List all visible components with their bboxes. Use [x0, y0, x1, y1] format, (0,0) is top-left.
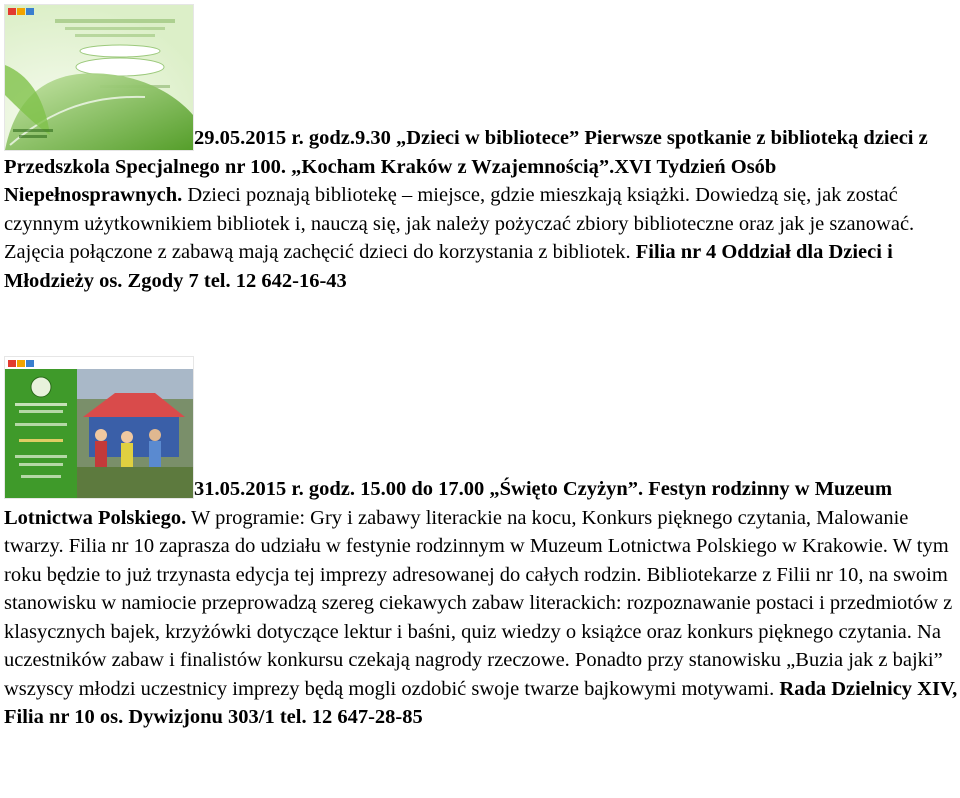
event-1-description: Dzieci poznają bibliotekę – miejsce, gdzie mieszkają książki. Dowiedzą się, jak zostać czynnym użytkownikiem bibliotek i, nauczą się, jak należy pożyczać zbiory biblioteczne oraz jak je szanować. Zajęcia połączone z zabawą mają zachęcić dzieci do korzystania z bibliotek.: [4, 184, 915, 263]
event-2-description: W programie: Gry i zabawy literackie na kocu, Konkurs pięknego czytania, Malowanie twarzy. Filia nr 10 zaprasza do udziału w festynie rodzinnym w Muzeum Lotnictwa Polskiego w Krakowie. W tym roku będzie to już trzynasta edycja tej imprezy adresowanej do całych rodzin. Bibliotekarze z Filii nr 10, na swoim stanowisku w namiocie przeprowadzą szereg ciekawych zabaw literackich: rozpoznawanie postaci i przedmiotów z klasycznych bajek, krzyżówki dotyczące lektur i baśni, quiz wiedzy o książce oraz konkurs pięknego czytania. Na uczestników zabaw i finalistów konkursu czekają nagrody rzeczowe. Ponadto przy stanowisku „Buzia jak z bajki” wszyscy młodzi uczestnicy imprezy będą mogli ozdobić swoje twarze bajkowymi motywami.: [4, 506, 953, 700]
event-2-contact: Rada Dzielnicy XIV, Filia nr 10 os. Dywizjonu 303/1 tel. 12 647-28-85: [4, 677, 958, 728]
event-1-date-title: 29.05.2015 r. godz.9.30 „Dzieci w bibliotece” Pierwsze spotkanie z biblioteką dzieci z Przedszkola Specjalnego nr 100. „Kocham Kraków z Wzajemnością”.XVI Tydzień Osób Niepełnosprawnych.: [4, 127, 928, 206]
event-entry-1: [4, 124, 958, 295]
event-entry-2: [4, 475, 958, 732]
event-1-contact: Filia nr 4 Oddział dla Dzieci i Młodzieży os. Zgody 7 tel. 12 642-16-43: [4, 241, 893, 292]
event-2-date-title: 31.05.2015 r. godz. 15.00 do 17.00 „Święto Czyżyn”. Festyn rodzinny w Muzeum Lotnictwa Polskiego.: [4, 478, 893, 529]
